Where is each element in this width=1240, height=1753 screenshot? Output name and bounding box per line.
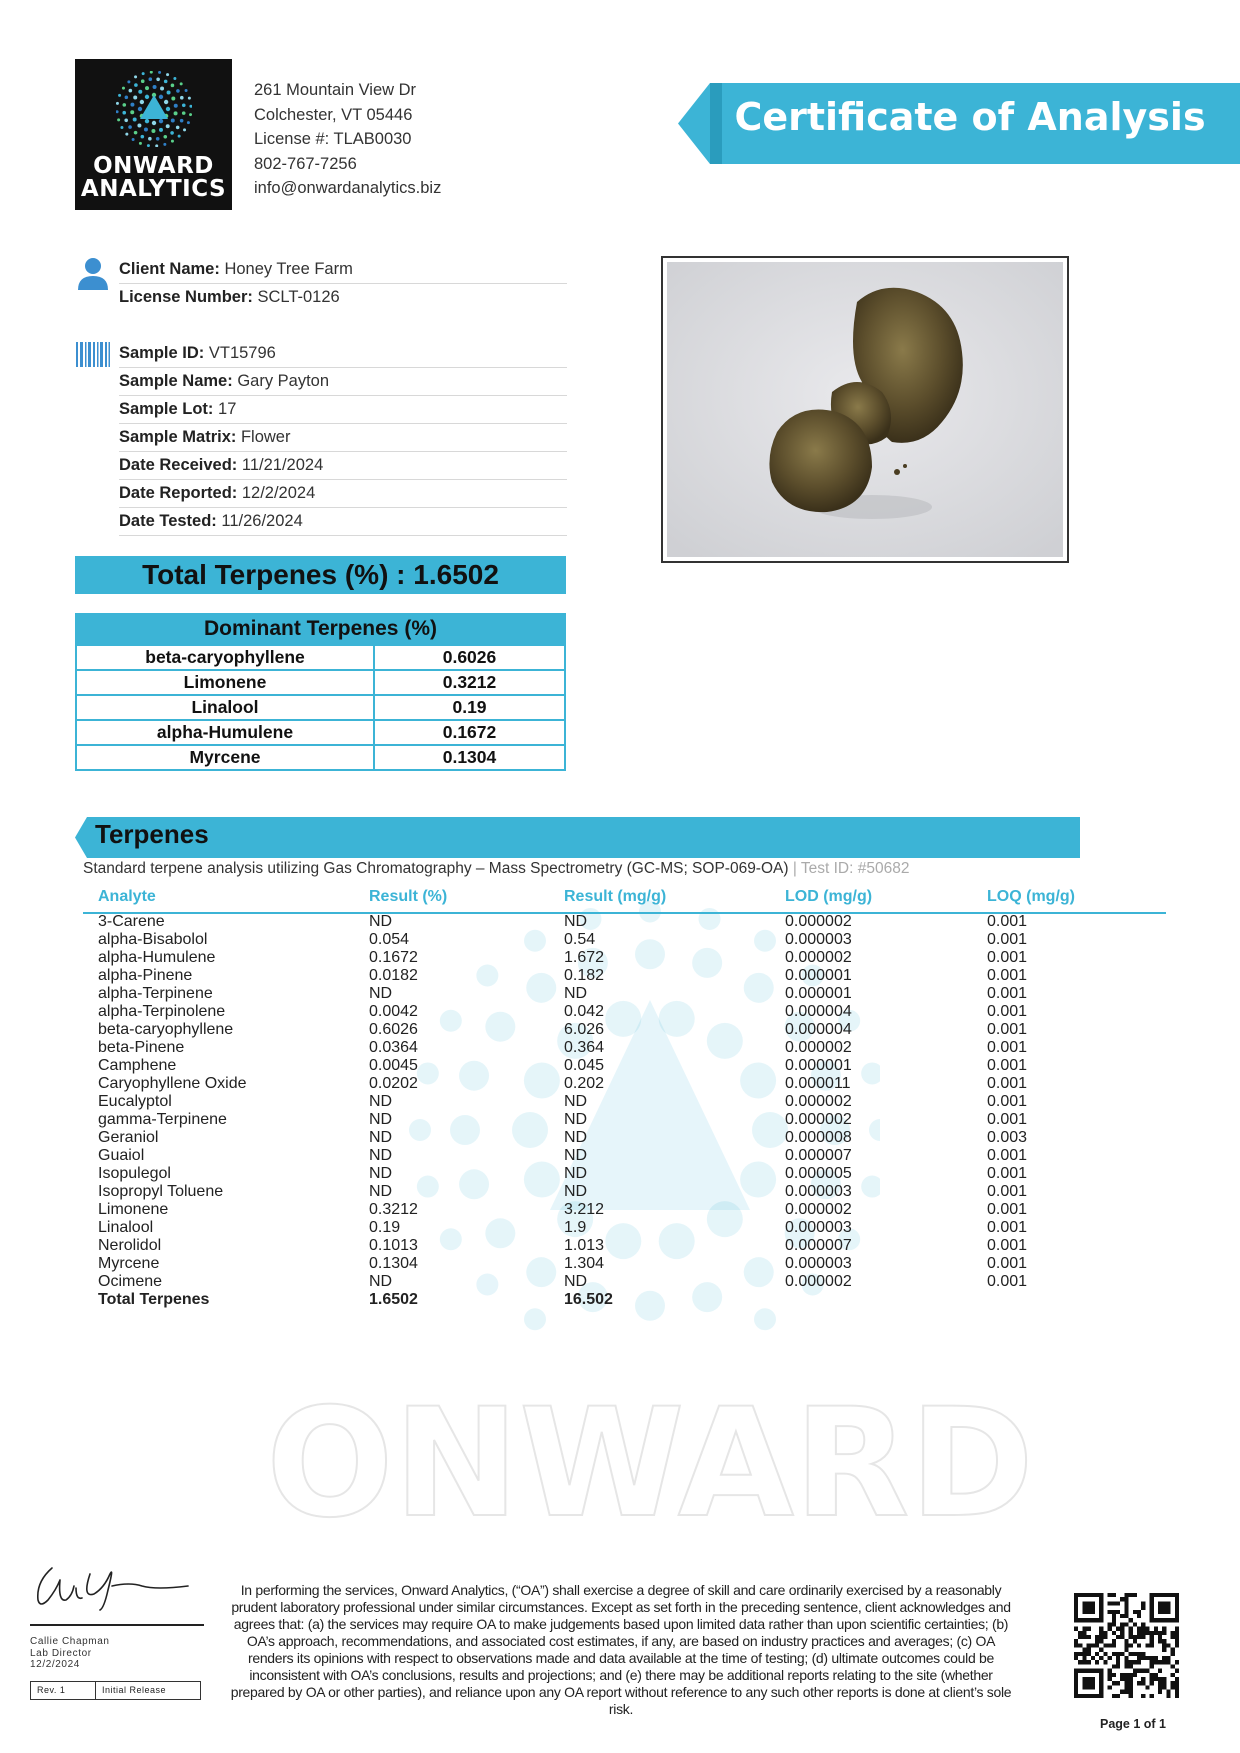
result-mg: 1.304 [564,1255,605,1272]
loq: 0.001 [987,1003,1028,1020]
loq: 0.001 [987,1093,1028,1110]
date-received-line [119,451,567,480]
lod: 0.000003 [785,931,852,948]
client-name-line [119,255,567,284]
table-row [0,967,1240,985]
client-license-label: License Number: [119,288,253,306]
sample-name-line [119,367,567,396]
lod: 0.000001 [785,985,852,1002]
result-percent: ND [369,913,393,930]
sample-flower-photo [667,262,1063,557]
result-mg: ND [564,1183,588,1200]
lod: 0.000003 [785,1183,852,1200]
lod: 0.000004 [785,1021,852,1038]
lod: 0.000007 [785,1237,852,1254]
signer-date: 12/2/2024 [30,1659,80,1670]
analyte: beta-Pinene [98,1039,185,1056]
sample-name-label: Sample Name: [119,372,233,390]
analyte: Isopropyl Toluene [98,1183,224,1200]
table-row [0,1075,1240,1093]
address-street: 261 Mountain View Dr [254,81,417,99]
dominant-terpenes-table [75,644,566,771]
loq: 0.001 [987,931,1028,948]
dominant-row [76,670,565,695]
dominant-row [76,695,565,720]
lab-phone: 802-767-7256 [254,154,357,173]
table-row [0,1039,1240,1057]
lod: 0.000001 [785,1057,852,1074]
lab-license: License #: TLAB0030 [254,130,412,148]
table-row [0,1201,1240,1219]
table-row [0,985,1240,1003]
result-mg: ND [564,1165,588,1182]
lod: 0.000007 [785,1147,852,1164]
analyte: Isopulegol [98,1165,171,1182]
column-header-result-percent: Result (%) [369,888,448,905]
lod: 0.000005 [785,1165,852,1182]
result-percent: ND [369,1093,393,1110]
watermark-wordmark [260,1395,1040,1535]
sample-lot-value: 17 [218,400,237,418]
date-tested-label: Date Tested: [119,512,217,530]
date-reported-label: Date Reported: [119,484,238,502]
table-row [0,1183,1240,1201]
barcode-icon [76,342,110,367]
client-license-value: SCLT-0126 [257,288,340,306]
lab-logo [75,59,232,210]
result-mg: ND [564,1093,588,1110]
client-name-label: Client Name: [119,260,220,278]
method-text: Standard terpene analysis utilizing Gas Chromatography – Mass Spectrometry (GC-MS; SOP-069-OA) [83,860,789,877]
date-tested-line [119,507,567,536]
loq: 0.001 [987,1111,1028,1128]
result-percent: 0.1013 [369,1237,418,1254]
result-percent: 0.054 [369,931,410,948]
date-received-value: 11/21/2024 [241,456,324,474]
lod: 0.000001 [785,967,852,984]
sample-id-line [119,339,567,368]
loq: 0.001 [987,1147,1028,1164]
total-label: Total Terpenes [98,1291,210,1308]
analyte: alpha-Humulene [98,949,216,966]
result-percent: 0.1304 [369,1255,418,1272]
signer-title: Lab Director [30,1647,92,1659]
result-mg: 0.182 [564,967,605,984]
table-row [0,1129,1240,1147]
dominant-value: 0.3212 [374,670,565,695]
lod: 0.000002 [785,1273,852,1290]
loq: 0.001 [987,1201,1028,1218]
dominant-value: 0.1672 [374,720,565,745]
terpenes-section-banner [75,817,1080,858]
lod: 0.000002 [785,949,852,966]
sample-matrix-label: Sample Matrix: [119,428,237,446]
svg-text:ONWARD: ONWARD [266,1395,1034,1535]
table-row [0,1273,1240,1291]
table-row [0,1057,1240,1075]
loq: 0.001 [987,985,1028,1002]
lod: 0.000002 [785,1111,852,1128]
table-row [0,1165,1240,1183]
result-mg: ND [564,1129,588,1146]
loq: 0.001 [987,913,1028,930]
result-percent: ND [369,1111,393,1128]
loq: 0.001 [987,967,1028,984]
result-mg: ND [564,985,588,1002]
loq: 0.001 [987,1075,1028,1092]
lod: 0.000008 [785,1129,852,1146]
logo-mark-icon [116,71,192,147]
lod: 0.000011 [785,1075,851,1092]
loq: 0.001 [987,1021,1028,1038]
total-result-mg: 16.502 [564,1291,613,1308]
analyte: alpha-Pinene [98,967,193,984]
dominant-name: beta-caryophyllene [76,645,374,670]
result-percent: 0.0042 [369,1003,418,1020]
analyte: beta-caryophyllene [98,1021,234,1038]
table-row [0,1003,1240,1021]
analyte: 3-Carene [98,913,165,930]
result-percent: 0.0364 [369,1039,418,1056]
dominant-name: Myrcene [76,745,374,770]
sample-photo-frame [661,256,1069,563]
table-row [0,949,1240,967]
analyte: alpha-Terpinene [98,985,213,1002]
sample-id-value: VT15796 [208,344,276,362]
table-row [0,1111,1240,1129]
sample-lot-label: Sample Lot: [119,400,214,418]
loq: 0.001 [987,1183,1028,1200]
lab-address [254,78,441,201]
result-mg: ND [564,1273,588,1290]
dominant-name: alpha-Humulene [76,720,374,745]
loq: 0.001 [987,1057,1028,1074]
client-name-value: Honey Tree Farm [224,260,353,278]
result-percent: ND [369,1183,393,1200]
date-reported-line [119,479,567,508]
loq: 0.001 [987,1237,1028,1254]
test-id: | Test ID: #50682 [788,860,910,877]
result-percent: ND [369,1147,393,1164]
signer-block [30,1636,110,1671]
date-received-label: Date Received: [119,456,238,474]
dominant-value: 0.1304 [374,745,565,770]
total-terpenes-summary: Total Terpenes (%) : 1.6502 [75,556,566,594]
table-row [0,1219,1240,1237]
sample-id-label: Sample ID: [119,344,205,362]
loq: 0.001 [987,1039,1028,1056]
result-mg: ND [564,1111,588,1128]
analyte: Limonene [98,1201,169,1218]
result-percent: 0.6026 [369,1021,418,1038]
dominant-row [76,720,565,745]
dominant-row [76,745,565,770]
result-percent: ND [369,1129,393,1146]
table-row [0,1021,1240,1039]
document-title: Certificate of Analysis [734,95,1206,139]
terpenes-method-description [83,860,909,878]
address-city: Colchester, VT 05446 [254,105,413,124]
loq: 0.001 [987,1165,1028,1182]
result-percent: ND [369,1273,393,1290]
result-percent: 0.0182 [369,967,418,984]
revision-box [30,1681,201,1700]
terpenes-section-title: Terpenes [95,819,209,849]
analyte: Myrcene [98,1255,160,1272]
result-mg: 1.9 [564,1219,587,1236]
column-header-lod: LOD (mg/g) [785,888,873,905]
signer-name: Callie Chapman [30,1636,110,1647]
client-person-icon [76,257,110,291]
lab-email: info@onwardanalytics.biz [254,179,442,197]
table-row [0,931,1240,949]
result-mg: 0.202 [564,1075,605,1092]
lod: 0.000002 [785,1093,852,1110]
dominant-value: 0.19 [374,695,565,720]
result-mg: 1.013 [564,1237,605,1254]
lod: 0.000002 [785,913,852,930]
date-tested-value: 11/26/2024 [221,512,303,530]
analyte: alpha-Bisabolol [98,931,208,948]
loq: 0.001 [987,1219,1028,1236]
column-header-analyte: Analyte [98,888,156,905]
result-mg: 0.045 [564,1057,605,1074]
result-mg: 0.364 [564,1039,605,1056]
dominant-terpenes-title: Dominant Terpenes (%) [75,613,566,644]
qr-code-icon [1074,1593,1179,1698]
legal-disclaimer: In performing the services, Onward Analytics, (“OA”) shall exercise a degree of skill and care ordinarily exercised by a reasonably prudent laboratory professional under similar circumstances. Except as set forth in the preceding sentence, client acknowledges and agrees that: (a) the services may require OA to make judgements based upon limited data rather than upon scientific certainties; (b) OA’s approach, recommendations, and associated cost estimates, if any, are based on industry practices and averages; (c) OA renders its opinions with respect to observations made and data available at the time of testing; (d) ultimate outcomes could be inconsistent with OA’s conclusions, results and projections; and (e) there may be additional reports relating to the site (whether prepared by OA or other parties), and reliance upon any OA report without reference to any such other reports is done at client’s sole risk. [230,1582,1012,1717]
dominant-name: Limonene [76,670,374,695]
dominant-name: Linalool [76,695,374,720]
total-result-percent: 1.6502 [369,1291,418,1308]
table-row [0,913,1240,931]
loq: 0.003 [987,1129,1028,1146]
sample-lot-line [119,395,567,424]
lod: 0.000004 [785,1003,852,1020]
signature-rule [30,1624,204,1626]
dominant-row [76,645,565,670]
analyte: Linalool [98,1219,154,1236]
sample-matrix-line [119,423,567,452]
lod: 0.000003 [785,1219,852,1236]
analyte: Caryophyllene Oxide [98,1075,247,1092]
result-percent: 0.19 [369,1219,401,1236]
result-mg: 1.672 [564,949,605,966]
analyte: Geraniol [98,1129,159,1146]
sample-name-value: Gary Payton [237,372,330,390]
result-percent: ND [369,1165,393,1182]
column-header-loq: LOQ (mg/g) [987,888,1075,905]
analyte: Camphene [98,1057,177,1074]
column-header-result-mg: Result (mg/g) [564,888,667,905]
result-percent: 0.1672 [369,949,418,966]
handwritten-signature [30,1560,190,1612]
result-mg: 0.54 [564,931,596,948]
date-reported-value: 12/2/2024 [241,484,316,502]
revision-number: Rev. 1 [31,1682,96,1699]
analyte: Guaiol [98,1147,145,1164]
lod: 0.000002 [785,1039,852,1056]
result-mg: ND [564,913,588,930]
loq: 0.001 [987,1255,1028,1272]
table-row [0,1093,1240,1111]
analyte: alpha-Terpinolene [98,1003,226,1020]
result-percent: 0.3212 [369,1201,418,1218]
analyte: Eucalyptol [98,1093,172,1110]
result-mg: ND [564,1147,588,1164]
loq: 0.001 [987,1273,1028,1290]
lod: 0.000003 [785,1255,852,1272]
analyte: Ocimene [98,1273,163,1290]
release-status: Initial Release [102,1685,167,1695]
lod: 0.000002 [785,1201,852,1218]
logo-wordmark-line1: ONWARD [93,153,214,179]
table-total-row [0,1291,1240,1309]
client-license-line [119,283,567,311]
analyte: gamma-Terpinene [98,1111,227,1128]
result-percent: 0.0202 [369,1075,418,1092]
analyte: Nerolidol [98,1237,162,1254]
result-mg: 0.042 [564,1003,605,1020]
result-percent: ND [369,985,393,1002]
loq: 0.001 [987,949,1028,966]
result-mg: 6.026 [564,1021,605,1038]
table-row [0,1237,1240,1255]
result-percent: 0.0045 [369,1057,418,1074]
result-mg: 3.212 [564,1201,605,1218]
sample-matrix-value: Flower [240,428,291,446]
page-number: Page 1 of 1 [1100,1717,1166,1731]
table-row [0,1147,1240,1165]
table-row [0,1255,1240,1273]
logo-wordmark-line2: ANALYTICS [80,176,227,202]
dominant-value: 0.6026 [374,645,565,670]
